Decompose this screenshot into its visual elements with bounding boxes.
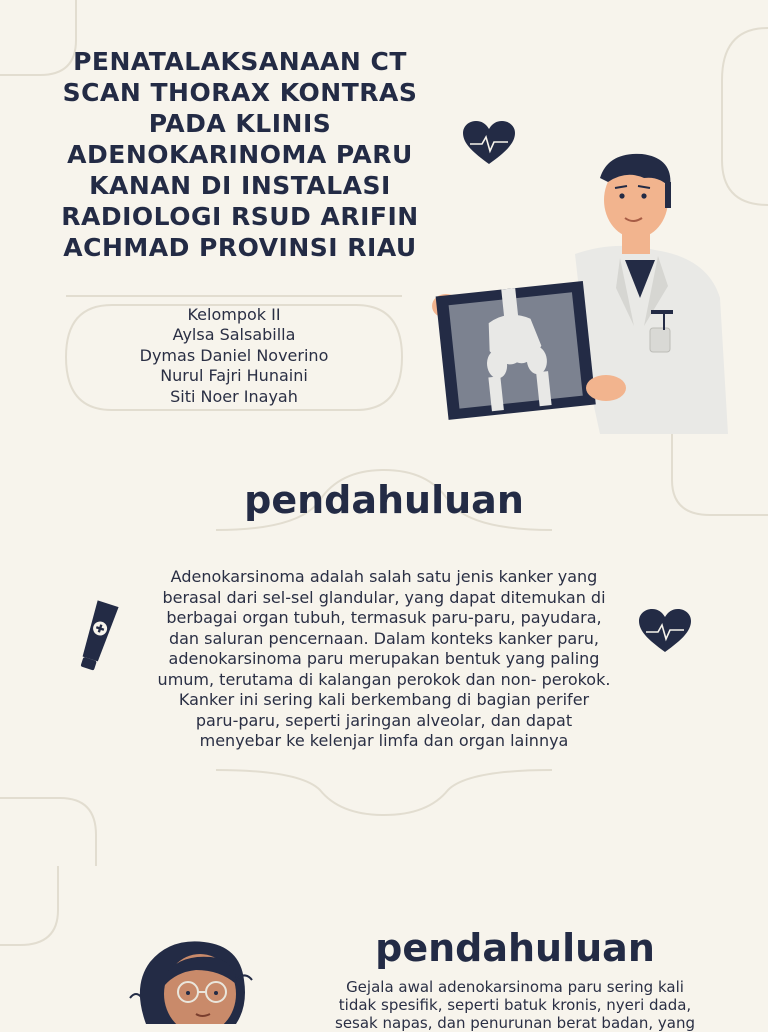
paragraph-line: paru-paru, seperti jaringan alveolar, dan dapat [195,710,573,730]
section-heading: pendahuluan [375,926,655,970]
paragraph-line: Gejala awal adenokarsinoma paru sering kali [346,978,684,996]
paragraph-line: Adenokarsinoma adalah salah satu jenis kanker yang [170,567,598,586]
member-name: Aylsa Salsabilla [172,325,296,345]
paragraph-line: umum, terutama di kalangan perokok dan non- perokok. [157,669,611,689]
group-member-list [66,305,402,407]
document-title: PENATALAKSANAAN CT SCAN THORAX KONTRAS PADA KLINIS ADENOKARINOMA PARU KANAN DI INSTALASI RADIOLOGI RSUD ARIFIN ACHMAD PROVINSI RIAU [61,47,419,262]
member-name: Siti Noer Inayah [170,386,298,406]
member-name: Dymas Daniel Noverino [139,345,329,365]
female-doctor-illustration [126,936,260,1024]
paragraph-line: adenokarsinoma paru merupakan bentuk yang paling [168,649,600,668]
paragraph-line: tidak spesifik, seperti batuk kronis, nyeri dada, [338,996,692,1014]
paragraph-line: menyebar ke kelenjar limfa dan organ lainnya [199,731,569,750]
section-heading: pendahuluan [244,478,524,522]
section-paragraph [120,567,648,752]
paragraph-line: berasal dari sel-sel glandular, yang dapat ditemukan di [162,587,606,607]
paragraph-line: sesak napas, dan penurunan berat badan, yang [335,1014,695,1032]
paragraph-line: Kanker ini sering kali berkembang di bagian perifer [178,690,590,709]
doctor-xray-illustration [430,148,735,434]
member-name: Nurul Fajri Hunaini [160,366,308,386]
paragraph-line: dan saluran pencernaan. Dalam konteks kanker paru, [168,628,600,648]
medicine-tube-icon [74,598,120,678]
group-name: Kelompok II [187,305,281,324]
paragraph-line: berbagai organ tubuh, termasuk paru-paru, payudara, [166,608,602,627]
